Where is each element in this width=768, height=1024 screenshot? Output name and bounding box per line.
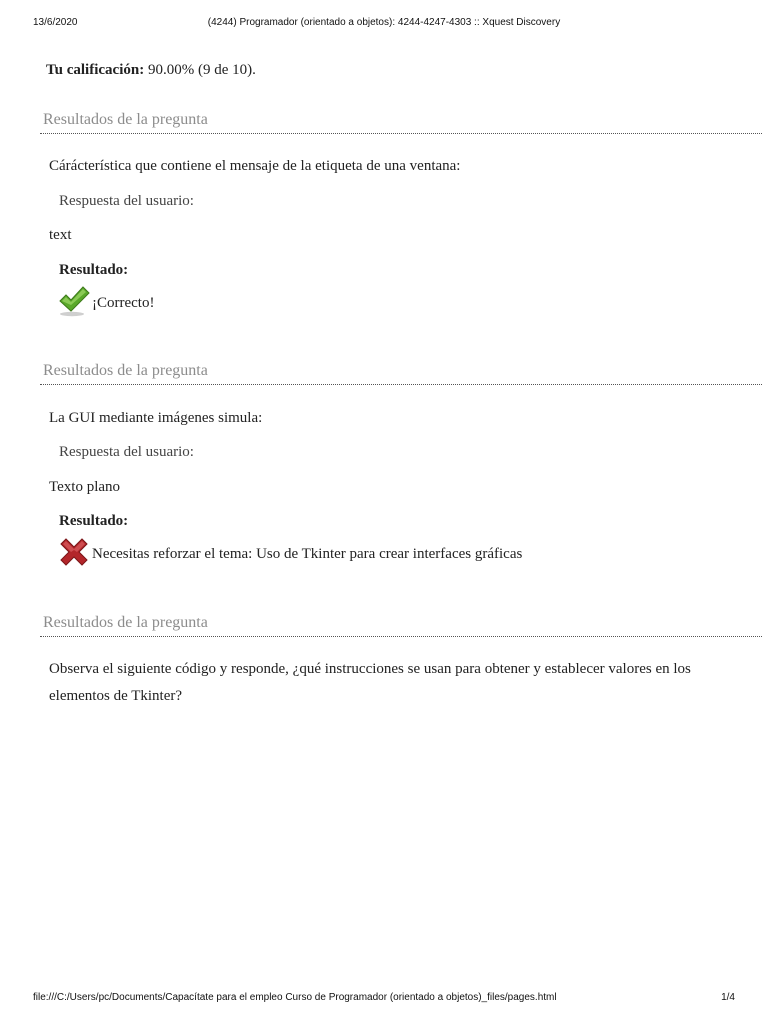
section-divider <box>40 384 762 385</box>
question-text: Cárácterística que contiene el mensaje de la etiqueta de una ventana: <box>49 158 461 174</box>
cross-icon <box>58 536 90 568</box>
result-label: Resultado: <box>59 262 129 278</box>
result-row <box>58 285 738 317</box>
print-date: 13/6/2020 <box>33 17 78 28</box>
section-title: Resultados de la pregunta <box>43 362 208 379</box>
user-answer: Texto plano <box>49 479 121 495</box>
result-text: Necesitas reforzar el tema: Uso de Tkinter para crear interfaces gráficas <box>92 546 523 562</box>
result-row <box>58 536 738 568</box>
print-page-number: 1/4 <box>721 992 735 1003</box>
section-title: Resultados de la pregunta <box>43 111 208 128</box>
result-label: Resultado: <box>59 513 129 529</box>
section-divider <box>40 636 762 637</box>
grade-label: Tu calificación: <box>46 62 145 78</box>
grade-summary <box>46 62 256 79</box>
user-answer-label: Respuesta del usuario: <box>59 444 194 460</box>
section-title: Resultados de la pregunta <box>43 614 208 631</box>
result-text: ¡Correcto! <box>92 295 155 311</box>
print-footer <box>0 992 768 1006</box>
print-page-title: (4244) Programador (orientado a objetos): 4244-4247-4303 :: Xquest Discovery <box>207 17 561 28</box>
section-divider <box>40 133 762 134</box>
question-text: Observa el siguiente código y responde, ¿qué instrucciones se usan para obtener y establecer valores en los elementos de Tkinter? <box>49 661 691 704</box>
grade-value: 90.00% (9 de 10). <box>147 62 256 78</box>
check-icon <box>58 285 90 317</box>
question-text: La GUI mediante imágenes simula: <box>49 410 263 426</box>
user-answer-label: Respuesta del usuario: <box>59 193 194 209</box>
print-file-path: file:///C:/Users/pc/Documents/Capacítate para el empleo Curso de Programador (orientado a objetos)_files/pages.html <box>33 992 557 1003</box>
user-answer: text <box>49 227 72 243</box>
